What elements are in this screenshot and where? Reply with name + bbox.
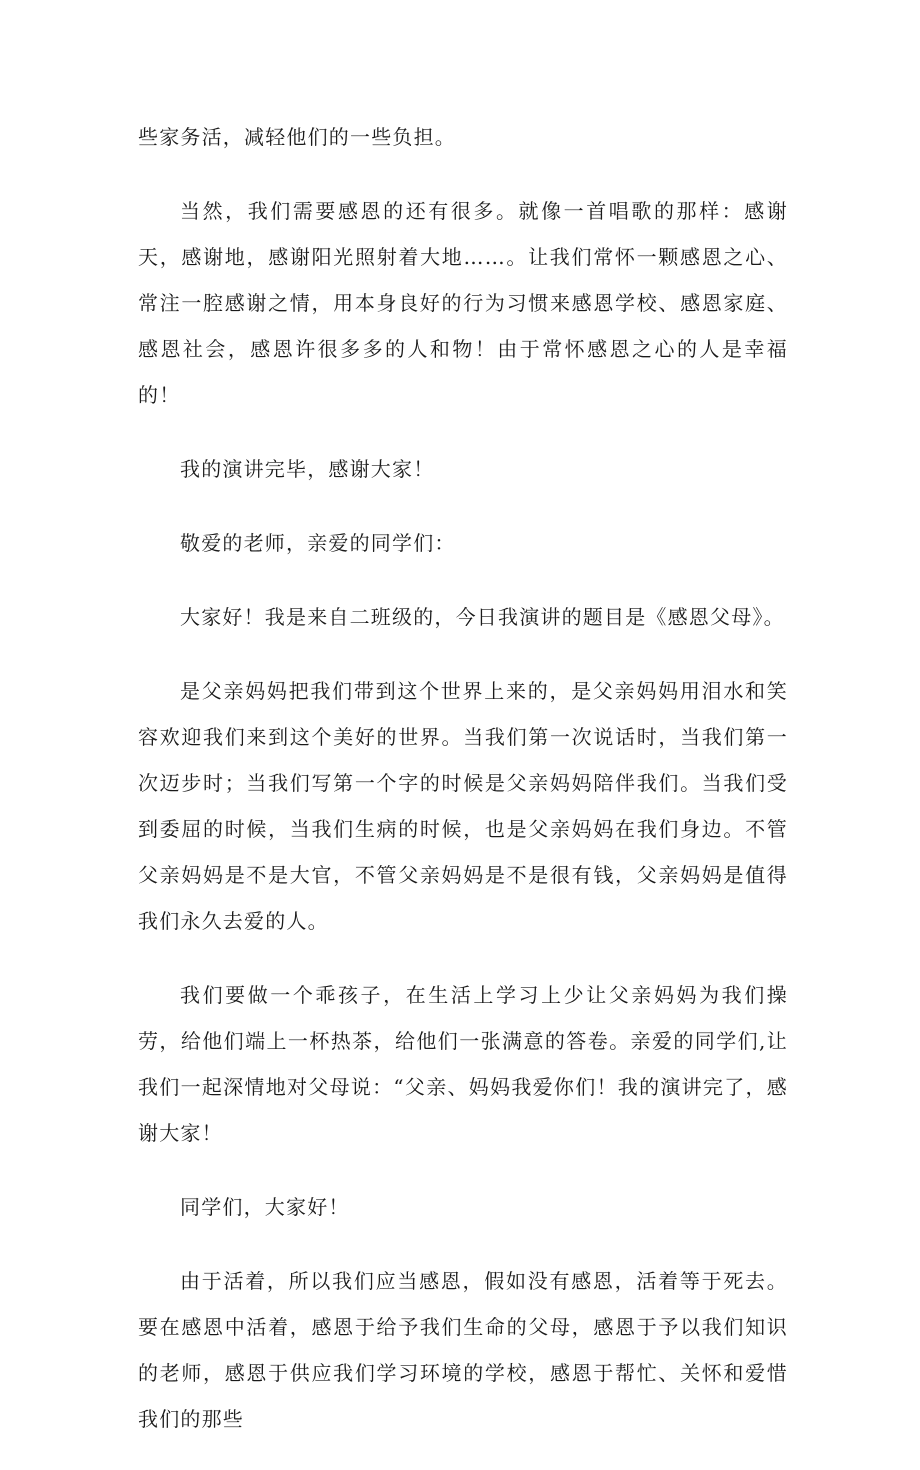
paragraph-intro: 大家好！我是来自二班级的，今日我演讲的题目是《感恩父母》。 bbox=[180, 605, 785, 629]
document-body bbox=[138, 114, 788, 1470]
paragraph-living-gratitude: 由于活着，所以我们应当感恩，假如没有感恩，活着等于死去。要在感恩中活着，感恩于给予我们生命的父母，感恩于予以我们知识的老师，感恩于供应我们学习环境的学校，感恩于帮忙、关怀和爱惜我们的那些 bbox=[138, 1269, 788, 1431]
paragraph-gratitude-many: 当然，我们需要感恩的还有很多。就像一首唱歌的那样：感谢天，感谢地，感谢阳光照射着大地……。让我们常怀一颗感恩之心、常注一腔感谢之情，用本身良好的行为习惯来感恩学校、感恩家庭、感恩社会，感恩许很多多的人和物！由于常怀感恩之心的人是幸福的！ bbox=[138, 199, 788, 407]
paragraph-speech-end: 我的演讲完毕，感谢大家！ bbox=[180, 457, 435, 481]
paragraph-parents: 是父亲妈妈把我们带到这个世界上来的，是父亲妈妈用泪水和笑容欢迎我们来到这个美好的世界。当我们第一次说话时，当我们第一次迈步时；当我们写第一个字的时候是父亲妈妈陪伴我们。当我们受到委屈的时候，当我们生病的时候，也是父亲妈妈在我们身边。不管父亲妈妈是不是大官，不管父亲妈妈是不是很有钱，父亲妈妈是值得我们永久去爱的人。 bbox=[138, 679, 788, 933]
paragraph-salutation: 敬爱的老师，亲爱的同学们： bbox=[180, 531, 456, 555]
paragraph-greeting: 同学们，大家好！ bbox=[180, 1195, 350, 1219]
paragraph-continuation: 些家务活，减轻他们的一些负担。 bbox=[138, 125, 456, 149]
paragraph-good-child: 我们要做一个乖孩子，在生活上学习上少让父亲妈妈为我们操劳，给他们端上一杯热茶，给他们一张满意的答卷。亲爱的同学们,让我们一起深情地对父母说：“父亲、妈妈我爱你们！我的演讲完了，感谢大家！ bbox=[138, 983, 788, 1145]
